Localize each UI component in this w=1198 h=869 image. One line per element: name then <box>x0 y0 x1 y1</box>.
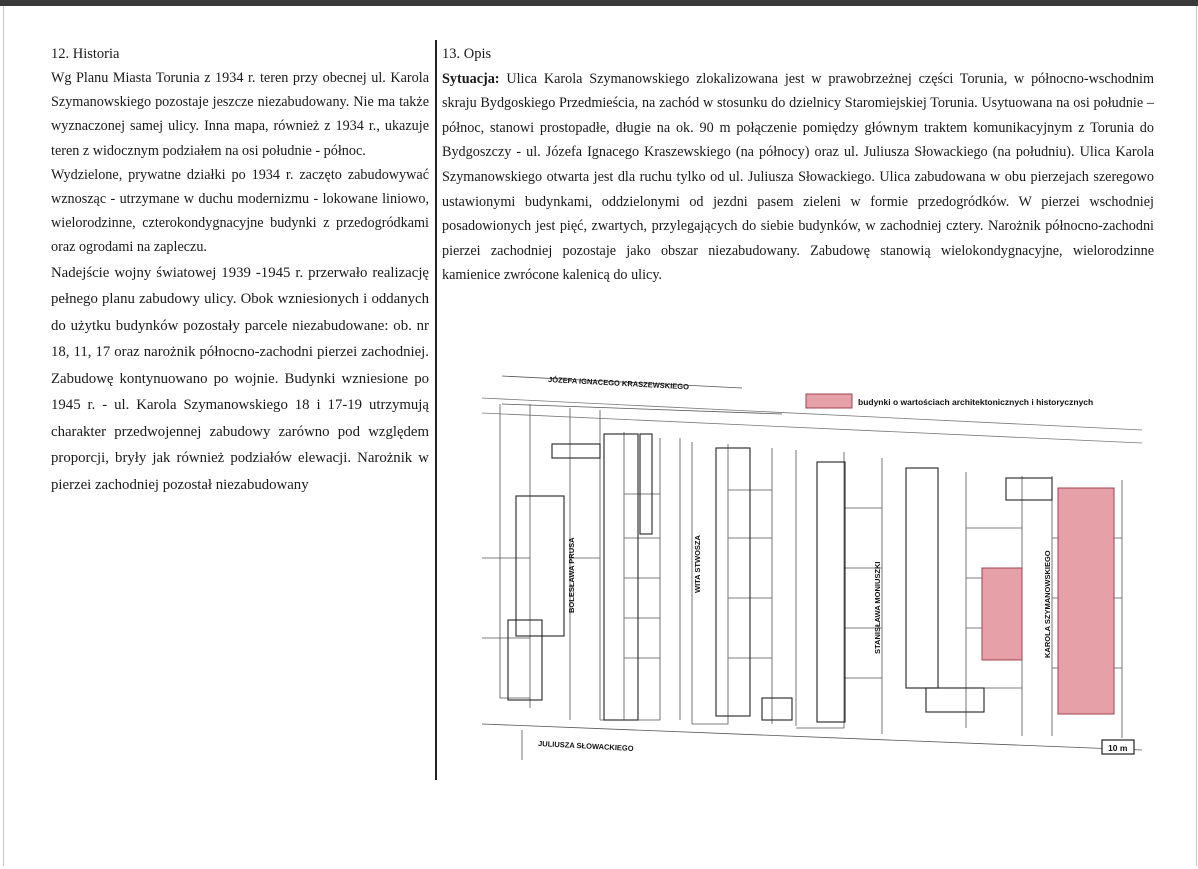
description-paragraph <box>442 67 1154 288</box>
building-160-164 <box>1058 488 1114 714</box>
site-plan-svg <box>482 368 1142 768</box>
history-column <box>51 42 429 498</box>
history-paragraph-3: Nadejście wojny światowej 1939 -1945 r. przerwało realizację pełnego planu zabudowy ulicy. Obok wzniesionych i oddanych do użytku budynków pozostały parcele niezabudowane: ob. nr 18, 11, 17 oraz narożnik północno-zachodni pierzei zachodniej. Zabudowę kontynuowano po wojnie. Budynki wzniesione po 1945 r. - ul. Karola Szymanowskiego 18 i 17-19 utrzymują charakter przedwojennej zabudowy zarówno pod względem proporcji, bryły jak również podziałów elewacji. Narożnik w pierzei zachodniej pozostał niezabudowany <box>51 264 429 493</box>
situation-text: Ulica Karola Szymanowskiego zlokalizowana jest w prawobrzeżnej części Torunia, w północno-wschodnim skraju Bydgoskiego Przedmieścia, na zachód w stosunku do dzielnicy Staromiejskiej Torunia. Usytuowana na osi południe – północ, stanowi prostopadłe, długie na ok. 90 m połączenie pomiędzy głównym traktem komunikacyjnym z Torunia do Bydgoszczy - ul. Józefa Ignacego Kraszewskiego (na północy) oraz ul. Juliusza Słowackiego (na południu). Ulica Karola Szymanowskiego otwarta jest dla ruchu tylko od ul. Juliusza Słowackiego. Ulica zabudowana w obu pierzejach szeregowo ustawionymi budynkami, oddzielonymi od jezdni pasem zieleni w formie przedogródków. W pierzei wschodniej posadowionych jest pięć, zwartych, przylegających do siebie budynków, w zachodniej cztery. Narożnik północno-zachodni pierzei zachodniej pozostaje jako obszar niezabudowany. Zabudowę stanowią wielokondygnacyjne, wielorodzinne kamienice zwrócone kalenicą do ulicy. <box>442 70 1155 284</box>
scale-label: 10 m <box>1108 743 1128 753</box>
legend-swatch <box>806 394 852 408</box>
history-paragraph-2: Wydzielone, prywatne działki po 1934 r. zaczęto zabudowywać wznosząc - utrzymane w duchu modernizmu - lokowane liniowo, wielorodzinne, czterokondygnacyjne budynki z przedogródkami oraz ogrodami na zapleczu. <box>51 166 429 256</box>
street-label-moniuszki: STANISŁAWA MONIUSZKI <box>873 561 882 654</box>
street-label-kraszewskiego: JÓZEFA IGNACEGO KRASZEWSKIEGO <box>547 375 690 392</box>
building-170-168 <box>982 568 1022 660</box>
street-label-slowackiego: JULIUSZA SŁOWACKIEGO <box>537 739 634 753</box>
situation-label: Sytuacja: <box>442 70 500 87</box>
street-label-stwosza: WITA STWOSZA <box>693 535 702 593</box>
street-label-szymanowskiego: KAROLA SZYMANOWSKIEGO <box>1043 550 1052 658</box>
description-column <box>442 42 1154 288</box>
street-label-prusa: BOLESŁAWA PRUSA <box>567 537 576 613</box>
history-paragraph-1: Wg Planu Miasta Torunia z 1934 r. teren przy obecnej ul. Karola Szymanowskiego pozostaje jeszcze niezabudowany. Nie ma także wyznaczonej samej ulicy. Inna mapa, również z 1934 r., ukazuje teren z widocznym podziałem na osi południe - północ. <box>51 70 429 159</box>
legend-text: budynki o wartościach architektonicznych i historycznych <box>858 397 1094 407</box>
history-heading: 12. Historia <box>51 46 120 62</box>
column-divider <box>435 40 437 780</box>
description-heading: 13. Opis <box>442 46 492 62</box>
site-plan-map <box>482 368 1142 768</box>
